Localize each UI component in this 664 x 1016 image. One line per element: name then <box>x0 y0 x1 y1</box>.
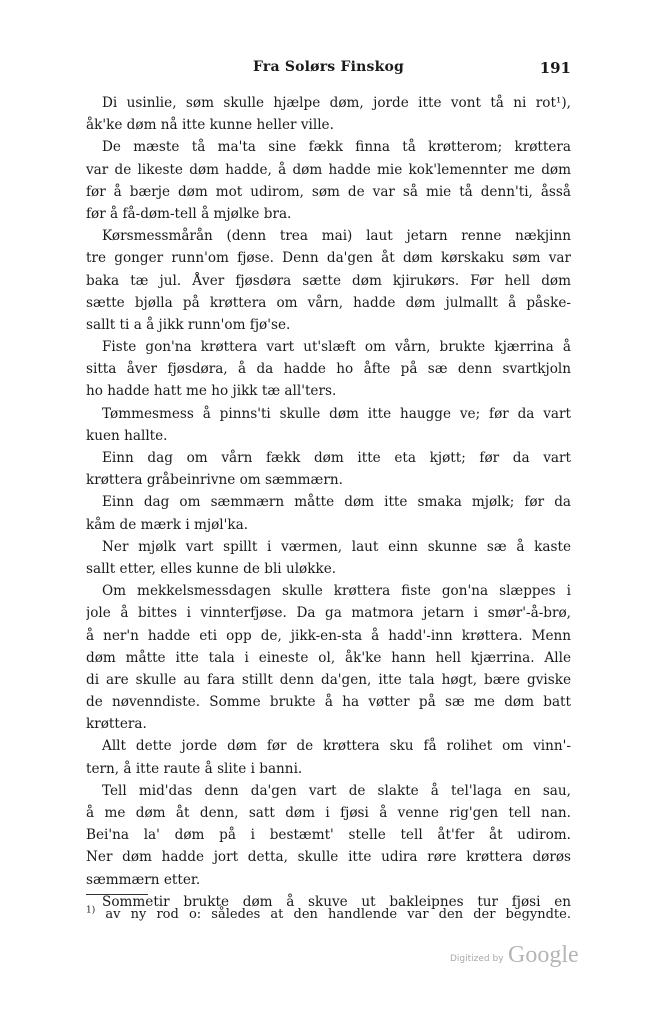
text-line: kuen hallte. <box>86 427 168 444</box>
text-line: sætte bjølla på krøttera om vårn, hadde døm julmallt å påske- <box>86 294 571 311</box>
text-line: Kørsmessmårån (denn trea mai) laut jetarn renne nækjinn <box>102 228 571 245</box>
text-line: de nøvenndiste. Somme brukte å ha vøtter på sæ me døm batt <box>86 694 571 711</box>
text-line: di are skulle au fara stillt denn da'gen, itte tala høgt, bære gviske <box>86 671 571 688</box>
body-text <box>86 92 571 913</box>
text-line: før å bærje døm mot udirom, søm de var så mie tå denn'ti, åsså <box>86 183 571 200</box>
text-line: åk'ke døm nå itte kunne heller ville. <box>86 117 334 134</box>
text-line: Tømmesmess å pinns'ti skulle døm itte haugge ve; før da vart <box>102 405 571 422</box>
text-line: jole å bittes i vinnterfjøse. Da ga matmora jetarn i smør'-å-brø, <box>86 605 571 622</box>
text-line: Om mekkelsmessdagen skulle krøttera fiste gon'na slæppes i <box>102 583 571 600</box>
text-line: Ner døm hadde jort detta, skulle itte udira røre krøttera dørøs <box>86 849 571 866</box>
text-line: tre gonger runn'om fjøse. Denn da'gen åt døm kørskaku søm var <box>86 250 571 267</box>
page-header <box>86 59 571 81</box>
page-number: 191 <box>539 59 571 77</box>
text-line: sallt ti a å jikk runn'om fjø'se. <box>86 316 291 333</box>
text-line: Allt dette jorde døm før de krøttera sku få rolihet om vinn'- <box>102 738 571 755</box>
text-line: Einn dag om vårn fækk døm itte eta kjøtt; før da vart <box>102 450 571 466</box>
text-line: å me døm åt denn, satt døm i fjøsi å venne rig'gen tell nan. <box>86 805 571 821</box>
text-line: Tell mid'das denn da'gen vart de slakte å tel'laga en sau, <box>102 782 571 799</box>
text-line: tern, å itte raute å slite i banni. <box>86 760 303 777</box>
text-line: Di usinlie, søm skulle hjælpe døm, jorde itte vont tå ni rot¹), <box>102 95 571 111</box>
google-logo: Google <box>508 942 579 968</box>
text-line: krøttera gråbeinrivne om sæmmærn. <box>86 472 343 489</box>
watermark-caption: Digitized by <box>450 954 504 964</box>
text-line: Sommetir brukte døm å skuve ut bakleipnes tur fjøsi en <box>102 893 571 910</box>
text-line: Ner mjølk vart spillt i værmen, laut einn skunne sæ å kaste <box>102 538 571 555</box>
text-line: Bei'na la' døm på i bestæmt' stelle tell åt'fer åt udirom. <box>86 827 571 844</box>
text-line: De mæste tå ma'ta sine fækk finna tå krøtterom; krøttera <box>102 139 571 156</box>
text-line: sæmmærn etter. <box>86 871 201 888</box>
text-line: Einn dag om sæmmærn måtte døm itte smaka mjølk; før da <box>102 494 571 511</box>
text-line: var de likeste døm hadde, å døm hadde mie kok'lemennter me døm <box>86 161 571 178</box>
footnote-divider <box>86 894 148 895</box>
text-line: ho hadde hatt me ho jikk tæ all'ters. <box>86 383 337 400</box>
text-line: å ner'n hadde eti opp de, jikk-en-sta å hadd'-inn krøttera. Menn <box>86 627 571 644</box>
footnote-text: av ny rod o: således at den handlende var den der begyndte. <box>105 907 571 922</box>
footnote <box>86 904 571 926</box>
footnote-marker: 1) <box>86 905 96 916</box>
text-line: Fiste gon'na krøttera vart ut'slæft om vårn, brukte kjærrina å <box>102 339 571 356</box>
text-line: kåm de mærk i mjøl'ka. <box>86 516 249 533</box>
text-line: før å få-døm-tell å mjølke bra. <box>86 205 292 222</box>
text-line: baka tæ jul. Åver fjøsdøra sætte døm kjirukørs. Før hell døm <box>86 272 571 289</box>
digitized-watermark <box>450 944 590 974</box>
running-title: Fra Solørs Finskog <box>253 59 404 75</box>
text-line: sallt etter, elles kunne de bli uløkke. <box>86 560 337 577</box>
text-line: døm måtte itte tala i eineste ol, åk'ke hann hell kjærrina. Alle <box>86 649 571 666</box>
text-line: sitta åver fjøsdøra, å da hadde ho åfte på sæ denn svartkjoln <box>86 361 571 378</box>
text-line: krøttera. <box>86 716 147 733</box>
